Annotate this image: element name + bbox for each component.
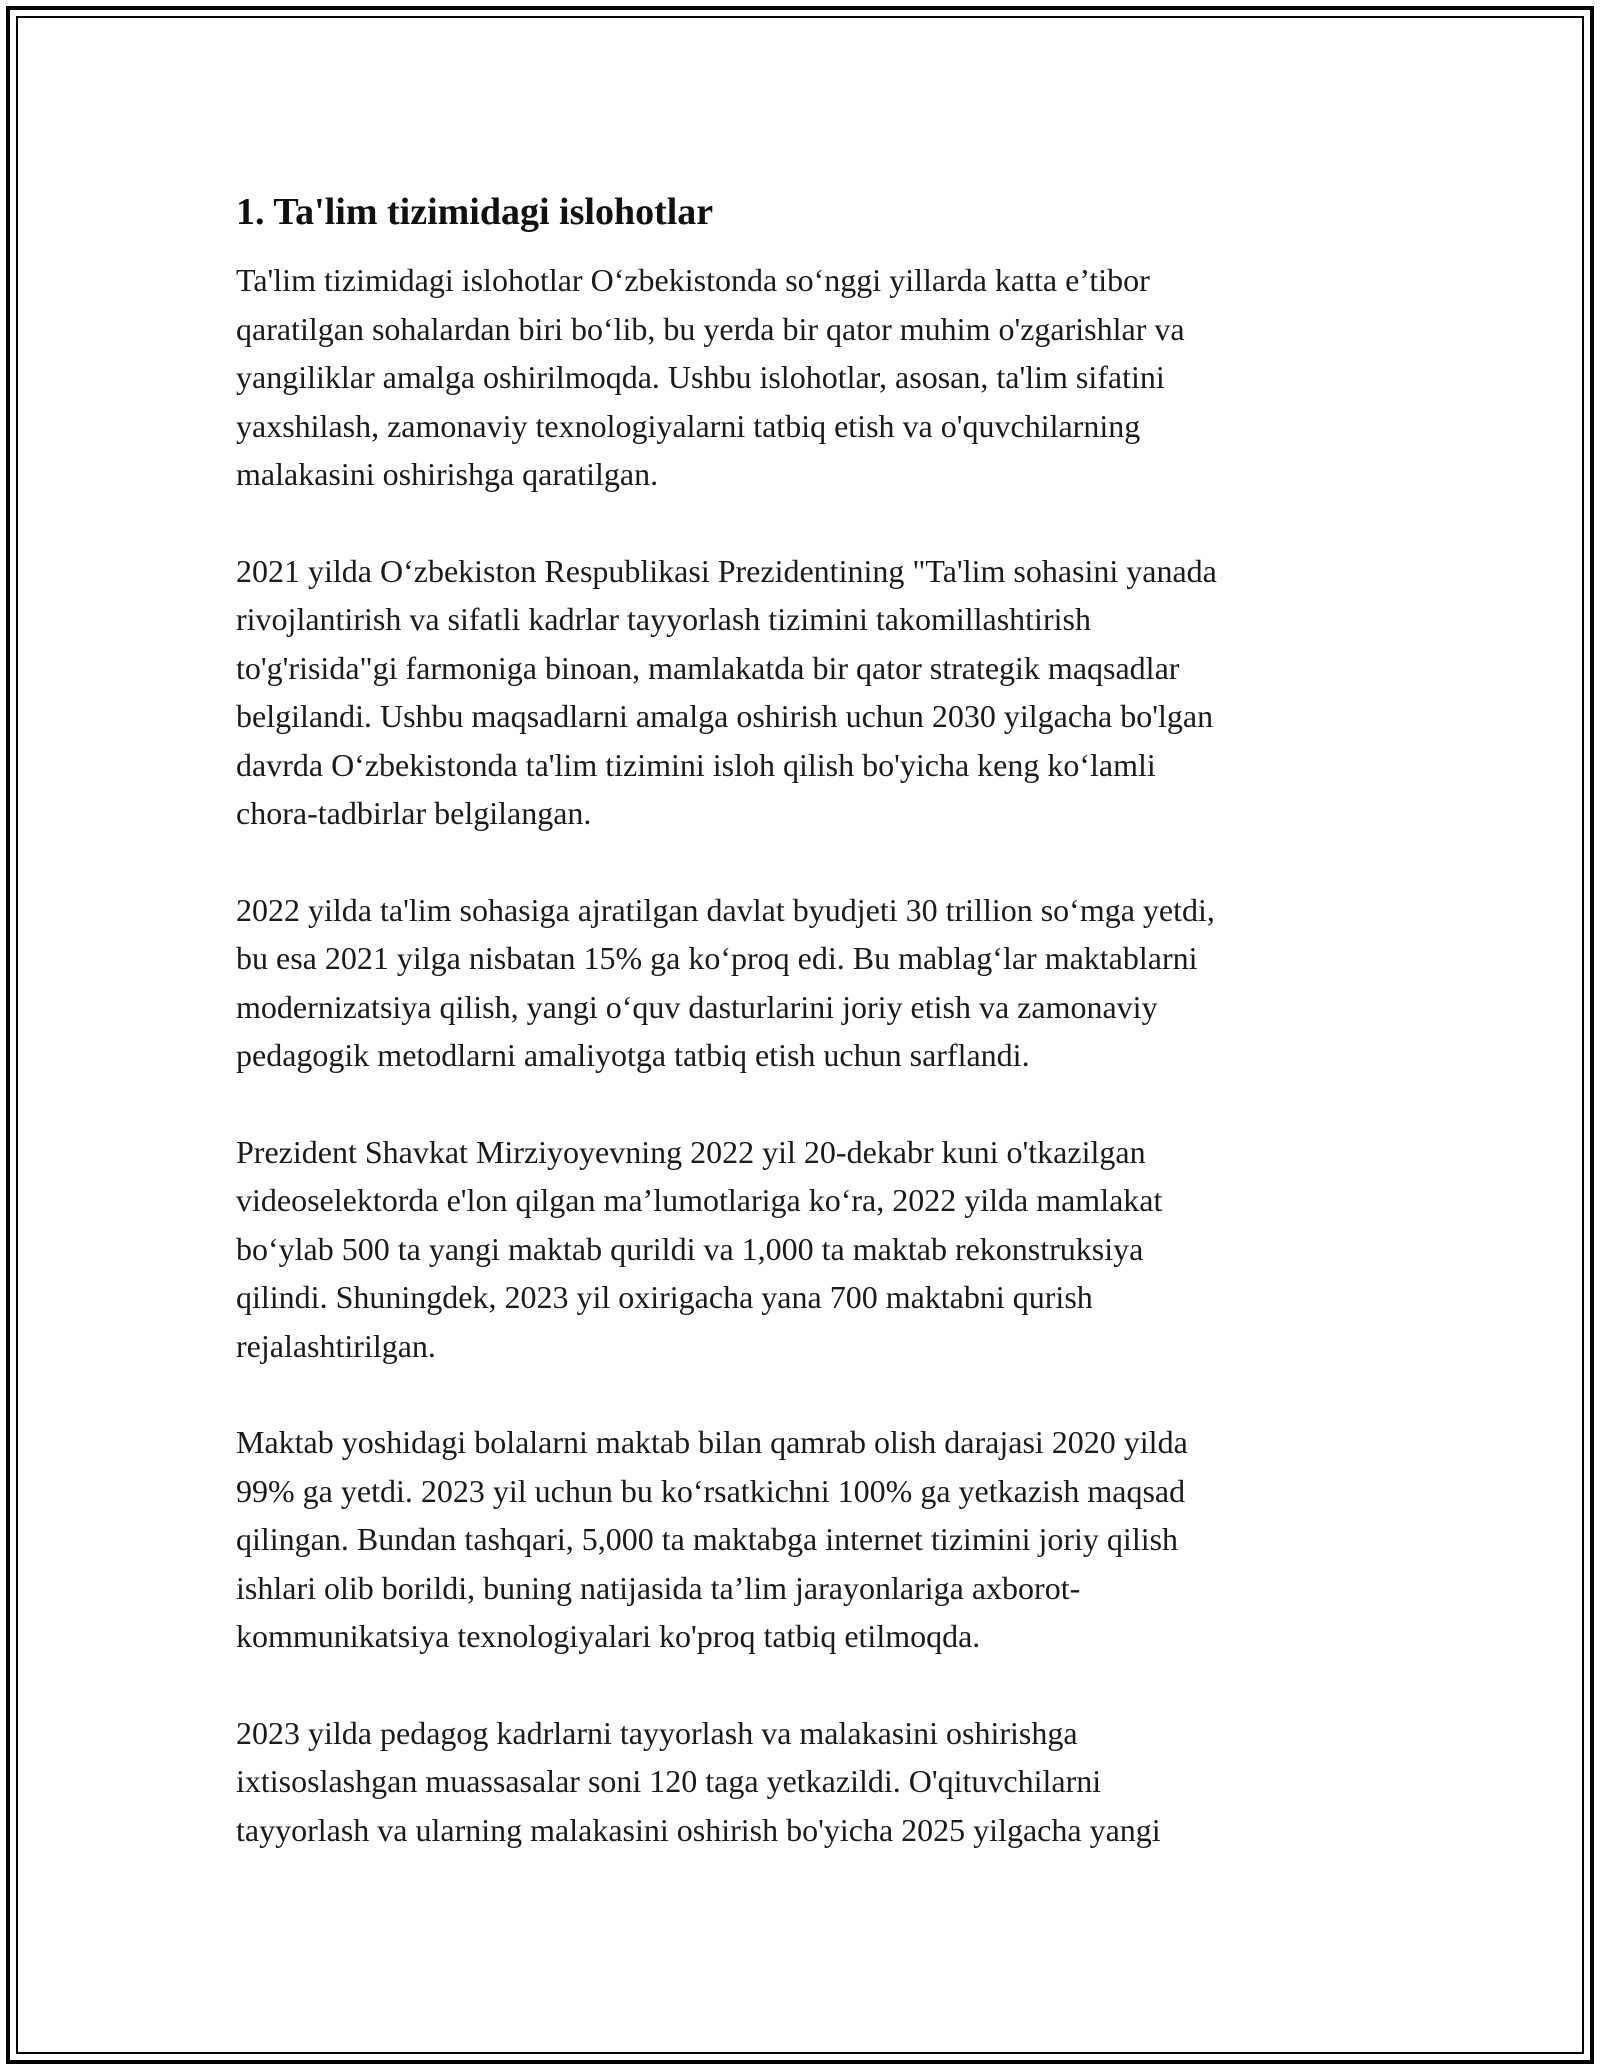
paragraph-school-coverage: Maktab yoshidagi bolalarni maktab bilan qamrab olish darajasi 2020 yilda 99% ga yetdi. 2023 yil uchun bu ko‘rsatkichni 100% ga yetkazish maqsad qilingan. Bundan tashqari, 5,000 ta maktabga internet tizimini joriy qilish ishlari olib borildi, buning natijasida ta’lim jarayonlariga axborot- kommunikatsiya texnologiyalari ko'proq tatbiq etilmoqda. — [236, 1424, 1188, 1654]
document-body — [236, 186, 1366, 1902]
paragraph-school-construction: Prezident Shavkat Mirziyoyevning 2022 yil 20-dekabr kuni o'tkazilgan videoselektorda e'lon qilgan ma’lumotlariga ko‘ra, 2022 yilda mamlakat bo‘ylab 500 ta yangi maktab qurildi va 1,000 ta maktab rekonstruksiya qilindi. Shuningdek, 2023 yil oxirigacha yana 700 maktabni qurish rejalashtirilgan. — [236, 1133, 1163, 1364]
paragraph-budget-2022: 2022 yilda ta'lim sohasiga ajratilgan davlat byudjeti 30 trillion so‘mga yetdi, bu esa 2021 yilga nisbatan 15% ga ko‘proq edi. Bu mablag‘lar maktablarni modernizatsiya qilish, yangi o‘quv dasturlarini joriy etish va zamonaviy pedagogik metodlarni amaliyotga tatbiq etish uchun sarflandi. — [236, 891, 1215, 1073]
paragraph-teacher-training: 2023 yilda pedagog kadrlarni tayyorlash va malakasini oshirishga ixtisoslashgan muassasalar soni 120 taga yetkazildi. O'qituvchilarni tayyorlash va ularning malakasini oshirish bo'yicha 2025 yilgacha yangi — [236, 1714, 1161, 1848]
paragraph-intro: Ta'lim tizimidagi islohotlar O‘zbekistonda so‘nggi yillarda katta e’tibor qaratilgan sohalardan biri bo‘lib, bu yerda bir qator muhim o'zgarishlar va yangiliklar amalga oshirilmoqda. Ushbu islohotlar, asosan, ta'lim sifatini yaxshilash, zamonaviy texnologiyalarni tatbiq etish va o'quvchilarning malakasini oshirishga qaratilgan. — [236, 262, 1185, 492]
paragraph-decree-2021: 2021 yilda O‘zbekiston Respublikasi Prezidentining "Ta'lim sohasini yanada rivojlantirish va sifatli kadrlar tayyorlash tizimini takomillashtirish to'g'risida"gi farmoniga binoan, mamlakatda bir qator strategik maqsadlar belgilandi. Ushbu maqsadlarni amalga oshirish uchun 2030 yilgacha bo'lgan davrda O‘zbekistonda ta'lim tizimini isloh qilish bo'yicha keng ko‘lamli chora-tadbirlar belgilangan. — [236, 552, 1217, 831]
section-heading: 1. Ta'lim tizimidagi islohotlar — [236, 191, 714, 233]
